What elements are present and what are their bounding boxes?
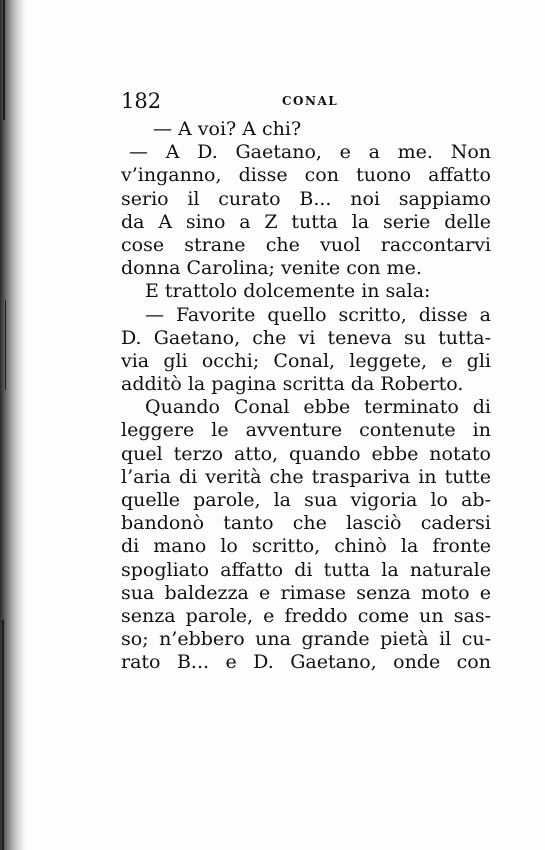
text-line: l’aria di verità che traspariva in tutte bbox=[121, 465, 491, 488]
text-line: senza parole, e freddo come un sas- bbox=[121, 604, 491, 627]
text-line: quelle parole, la sua vigoria lo ab- bbox=[121, 489, 491, 511]
text-line: rato B... e D. Gaetano, onde con bbox=[121, 651, 491, 674]
text-line: E trattolo dolcemente in sala: bbox=[145, 280, 431, 303]
text-line: v’inganno, disse con tuono affatto bbox=[121, 164, 491, 187]
text-line: — A D. Gaetano, e a me. Non bbox=[129, 141, 491, 164]
text-line: via gli occhi; Conal, leggete, e gli bbox=[121, 349, 491, 372]
text-line: sua baldezza e rimase senza moto e bbox=[121, 581, 491, 604]
text-line: spogliato affatto di tutta la naturale bbox=[121, 558, 491, 581]
text-line: Quando Conal ebbe terminato di bbox=[145, 396, 491, 419]
text-line: — Favorite quello scritto, disse a bbox=[145, 303, 491, 326]
page-header bbox=[121, 88, 341, 114]
text-line: di mano lo scritto, chinò la fronte bbox=[121, 535, 491, 558]
page-binding-shadow bbox=[0, 0, 26, 850]
text-line: leggere le avventure contenute in bbox=[121, 419, 491, 442]
text-line: so; n’ebbero una grande pietà il cu- bbox=[121, 628, 491, 651]
text-line: donna Carolina; venite con me. bbox=[121, 257, 422, 280]
text-line: da A sino a Z tutta la serie delle bbox=[121, 210, 491, 233]
text-line: D. Gaetano, che vi teneva su tutta- bbox=[121, 326, 491, 349]
text-line: cose strane che vuol raccontarvi bbox=[121, 233, 491, 256]
body-text bbox=[121, 118, 491, 675]
text-line: additò la pagina scritta da Roberto. bbox=[121, 373, 464, 396]
running-title: CONAL bbox=[282, 94, 339, 108]
text-line: — A voi? A chi? bbox=[153, 118, 302, 140]
page-number: 182 bbox=[121, 89, 162, 113]
text-line: bandonò tanto che lasciò cadersi bbox=[121, 512, 491, 535]
text-line: serio il curato B... noi sappiamo bbox=[121, 187, 491, 210]
text-line: quel terzo atto, quando ebbe notato bbox=[121, 442, 491, 465]
